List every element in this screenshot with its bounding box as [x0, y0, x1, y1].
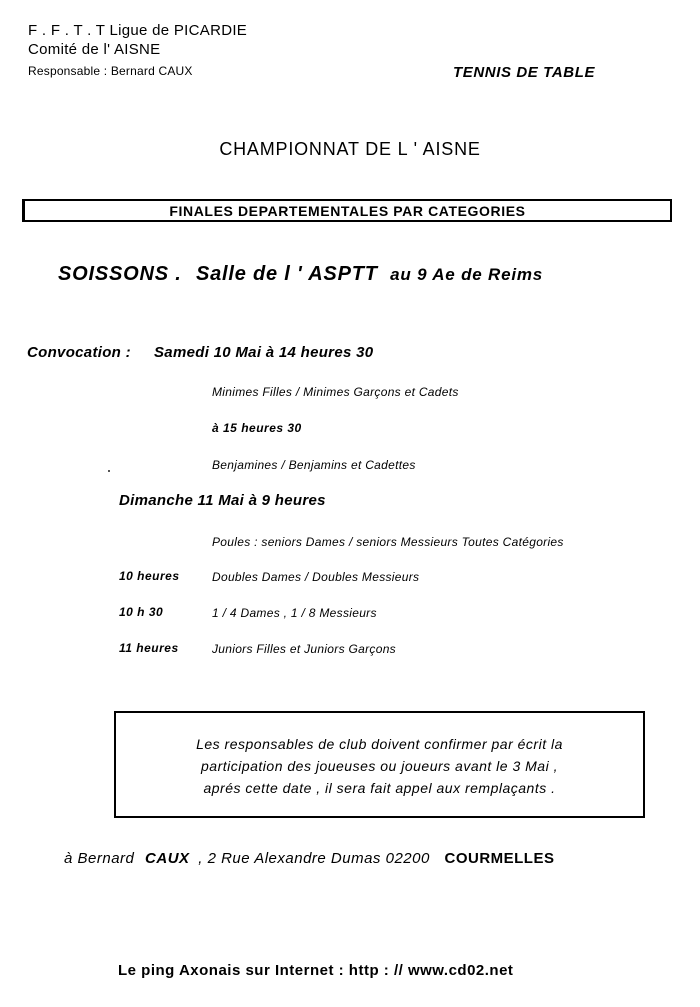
banner-text: FINALES DEPARTEMENTALES PAR CATEGORIES: [169, 203, 526, 219]
federation-header: F . F . T . T Ligue de PICARDIE: [28, 22, 248, 39]
notice-box: [114, 711, 645, 818]
sport-label: TENNIS DE TABLE: [453, 64, 596, 81]
schedule-time: 10 heures: [119, 569, 180, 583]
schedule-event: 1 / 4 Dames , 1 / 8 Messieurs: [212, 606, 377, 620]
schedule-event: Doubles Dames / Doubles Messieurs: [212, 570, 420, 584]
saturday-group-2: Benjamines / Benjamins et Cadettes: [212, 458, 416, 472]
website-footer: Le ping Axonais sur Internet : http : // www.cd02.net: [118, 962, 514, 979]
responsible-header: Responsable : Bernard CAUX: [28, 64, 193, 78]
finals-banner: [22, 199, 672, 222]
sunday-group-1: Poules : seniors Dames / seniors Messieurs Toutes Catégories: [212, 535, 564, 549]
venue-address: au 9 Ae de Reims: [390, 265, 544, 284]
address-name: CAUX: [145, 850, 190, 867]
venue-separator: .: [175, 263, 182, 285]
saturday-group-1: Minimes Filles / Minimes Garçons et Cadets: [212, 385, 459, 399]
sunday-date: Dimanche 11 Mai à 9 heures: [119, 492, 326, 509]
committee-header: Comité de l' AISNE: [28, 41, 161, 58]
schedule-time: 10 h 30: [119, 605, 164, 619]
address-prefix: à Bernard: [64, 850, 135, 867]
saturday-date: Samedi 10 Mai à 14 heures 30: [154, 344, 374, 361]
convocation-label: Convocation :: [27, 344, 131, 361]
notice-text: [116, 733, 643, 799]
address-street: , 2 Rue Alexandre Dumas 02200: [198, 850, 430, 867]
notice-line-3: aprés cette date , il sera fait appel aux remplaçants .: [203, 780, 556, 796]
contact-address: [64, 850, 554, 867]
address-town: COURMELLES: [444, 850, 555, 867]
schedule-event: Juniors Filles et Juniors Garçons: [212, 642, 396, 656]
notice-line-1: Les responsables de club doivent confirmer par écrit la: [196, 736, 563, 752]
page-title: CHAMPIONNAT DE L ' AISNE: [219, 139, 481, 159]
schedule-time: 11 heures: [119, 641, 179, 655]
venue-hall: Salle de l ' ASPTT: [195, 263, 378, 285]
venue-city: SOISSONS: [58, 263, 169, 285]
saturday-time-2: à 15 heures 30: [212, 421, 302, 435]
notice-line-2: participation des joueuses ou joueurs avant le 3 Mai ,: [201, 758, 558, 774]
scan-speck: [108, 470, 110, 472]
venue-line: [58, 263, 543, 286]
